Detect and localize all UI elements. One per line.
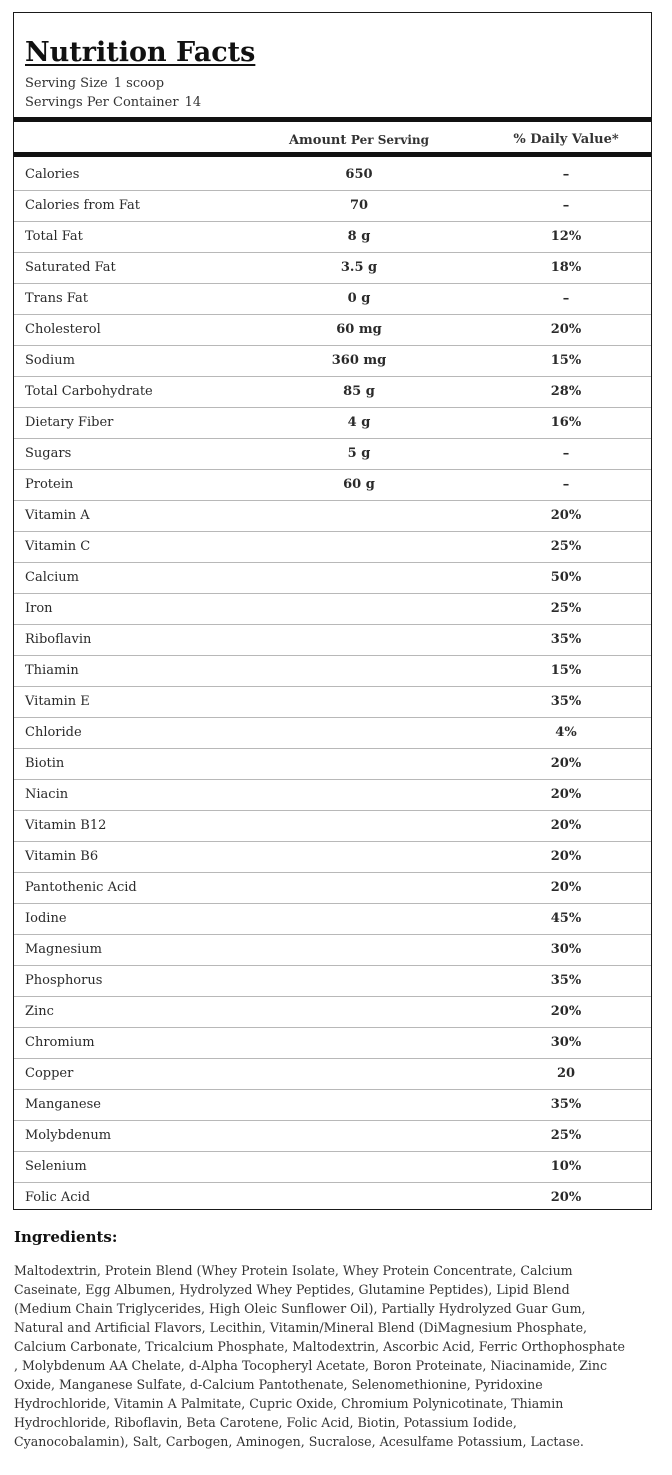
nutrient-daily-value: 35%	[550, 694, 582, 709]
nutrient-name: Dietary Fiber	[25, 415, 114, 430]
amount-per-serving-header	[259, 125, 459, 155]
nutrient-row	[14, 160, 651, 191]
nutrient-daily-value: 16%	[550, 415, 582, 430]
servings-per-container	[25, 95, 201, 110]
nutrient-row	[14, 470, 651, 501]
serving-size-value: 1 scoop	[113, 76, 165, 91]
nutrient-amount: 650	[345, 167, 373, 182]
nutrient-daily-value: 20%	[550, 756, 582, 771]
nutrient-daily-value: 25%	[550, 601, 582, 616]
nutrient-amount	[259, 842, 459, 872]
nutrient-daily-value: –	[562, 167, 570, 182]
nutrient-amount	[259, 1152, 459, 1182]
nutrient-amount	[259, 935, 459, 965]
nutrient-daily-value: 28%	[550, 384, 582, 399]
header-divider-bottom	[14, 152, 651, 157]
nutrient-row	[14, 1121, 651, 1152]
nutrient-row	[14, 1152, 651, 1183]
nutrient-daily-value: 30%	[550, 942, 582, 957]
nutrient-name: Selenium	[25, 1159, 87, 1174]
nutrient-row	[14, 842, 651, 873]
nutrient-name: Chloride	[25, 725, 82, 740]
servings-per-container-label: Servings Per Container	[25, 95, 179, 110]
nutrient-name: Vitamin C	[25, 539, 91, 554]
nutrient-daily-value: 20%	[550, 787, 582, 802]
nutrient-amount: 360 mg	[331, 353, 387, 368]
nutrient-name: Magnesium	[25, 942, 102, 957]
nutrient-daily-value: 20%	[550, 880, 582, 895]
ingredients-title: Ingredients:	[14, 1228, 118, 1246]
nutrient-name: Thiamin	[25, 663, 79, 678]
nutrient-name: Manganese	[25, 1097, 101, 1112]
nutrient-row	[14, 1183, 651, 1214]
nutrient-amount	[259, 780, 459, 810]
nutrient-name: Protein	[25, 477, 74, 492]
nutrient-daily-value: 30%	[550, 1035, 582, 1050]
nutrient-daily-value: 20	[556, 1066, 576, 1081]
nutrient-daily-value: –	[562, 291, 570, 306]
nutrient-daily-value: 15%	[550, 353, 582, 368]
nutrient-amount	[259, 1090, 459, 1120]
nutrient-name: Iodine	[25, 911, 67, 926]
nutrient-row	[14, 811, 651, 842]
nutrient-table	[14, 160, 651, 1214]
nutrient-row	[14, 904, 651, 935]
nutrient-amount: 8 g	[347, 229, 371, 244]
nutrient-daily-value: –	[562, 198, 570, 213]
nutrient-amount: 85 g	[343, 384, 375, 399]
nutrient-row	[14, 718, 651, 749]
daily-value-header: % Daily Value*	[513, 132, 619, 147]
nutrient-row	[14, 253, 651, 284]
nutrient-row	[14, 687, 651, 718]
nutrient-name: Molybdenum	[25, 1128, 112, 1143]
nutrient-daily-value: 20%	[550, 322, 582, 337]
nutrient-daily-value: 12%	[550, 229, 582, 244]
nutrient-name: Cholesterol	[25, 322, 101, 337]
nutrient-row	[14, 780, 651, 811]
nutrient-name: Niacin	[25, 787, 69, 802]
nutrient-name: Total Fat	[25, 229, 83, 244]
nutrient-row	[14, 346, 651, 377]
nutrient-row	[14, 222, 651, 253]
nutrient-name: Pantothenic Acid	[25, 880, 137, 895]
nutrient-daily-value: 20%	[550, 508, 582, 523]
nutrient-amount	[259, 1059, 459, 1089]
nutrient-name: Sugars	[25, 446, 72, 461]
nutrient-row	[14, 1090, 651, 1121]
nutrient-daily-value: 25%	[550, 539, 582, 554]
header-divider-top	[14, 117, 651, 122]
nutrient-row	[14, 501, 651, 532]
nutrient-amount: 4 g	[347, 415, 371, 430]
nutrient-amount	[259, 749, 459, 779]
nutrient-amount	[259, 718, 459, 748]
nutrient-amount	[259, 625, 459, 655]
nutrient-row	[14, 284, 651, 315]
nutrient-name: Sodium	[25, 353, 75, 368]
nutrient-amount: 3.5 g	[340, 260, 378, 275]
nutrient-daily-value: 35%	[550, 1097, 582, 1112]
nutrient-daily-value: 20%	[550, 818, 582, 833]
nutrient-amount	[259, 1121, 459, 1151]
nutrient-daily-value: 20%	[550, 1004, 582, 1019]
nutrient-amount	[259, 997, 459, 1027]
nutrient-daily-value: 25%	[550, 1128, 582, 1143]
nutrient-row	[14, 625, 651, 656]
nutrient-amount: 70	[349, 198, 369, 213]
nutrient-row	[14, 873, 651, 904]
nutrient-name: Trans Fat	[25, 291, 88, 306]
nutrient-name: Zinc	[25, 1004, 54, 1019]
servings-per-container-value: 14	[184, 95, 202, 110]
nutrient-daily-value: 15%	[550, 663, 582, 678]
nutrition-facts-label	[13, 12, 652, 1210]
nutrient-daily-value: 20%	[550, 1190, 582, 1205]
nutrient-name: Copper	[25, 1066, 74, 1081]
nutrient-name: Vitamin B6	[25, 849, 99, 864]
nutrient-row	[14, 532, 651, 563]
nutrient-name: Biotin	[25, 756, 65, 771]
nutrient-amount: 60 mg	[336, 322, 382, 337]
nutrient-daily-value: –	[562, 446, 570, 461]
nutrient-row	[14, 656, 651, 687]
nutrient-row	[14, 966, 651, 997]
label-title: Nutrition Facts	[25, 37, 256, 68]
serving-size-label: Serving Size	[25, 76, 108, 91]
nutrient-daily-value: 4%	[555, 725, 577, 740]
nutrient-name: Calories	[25, 167, 80, 182]
nutrient-row	[14, 749, 651, 780]
amount-header-word: Amount	[288, 133, 347, 148]
nutrient-amount	[259, 563, 459, 593]
nutrient-name: Iron	[25, 601, 53, 616]
nutrient-amount	[259, 501, 459, 531]
nutrient-daily-value: 18%	[550, 260, 582, 275]
nutrient-row	[14, 997, 651, 1028]
nutrient-daily-value: 10%	[550, 1159, 582, 1174]
nutrient-name: Calories from Fat	[25, 198, 140, 213]
ingredients-text: Maltodextrin, Protein Blend (Whey Protein Isolate, Whey Protein Concentrate, Calcium Caseinate, Egg Albumen, Hydrolyzed Whey Peptides, Glutamine Peptides), Lipid Blend (Medium Chain Triglycerides, High Oleic Sunflower Oil), Partially Hydrolyzed Guar Gum, Natural and Artificial Flavors, Lecithin, Vitamin/Mineral Blend (DiMagnesium Phosphate, Calcium Carbonate, Tricalcium Phosphate, Maltodextrin, Ascorbic Acid, Ferric Orthophosphate , Molybdenum AA Chelate, d-Alpha Tocopheryl Acetate, Boron Proteinate, Niacinamide, Zinc Oxide, Manganese Sulfate, d-Calcium Pantothenate, Selenomethionine, Pyridoxine Hydrochloride, Vitamin A Palmitate, Cupric Oxide, Chromium Polynicotinate, Thiamin Hydrochloride, Riboflavin, Beta Carotene, Folic Acid, Biotin, Potassium Iodide, Cyanocobalamin), Salt, Carbogen, Aminogen, Sucralose, Acesulfame Potassium, Lactase.	[14, 1263, 625, 1449]
nutrient-row	[14, 563, 651, 594]
nutrient-amount	[259, 594, 459, 624]
nutrient-row	[14, 191, 651, 222]
nutrient-row	[14, 377, 651, 408]
nutrient-row	[14, 1028, 651, 1059]
nutrient-name: Vitamin A	[25, 508, 90, 523]
nutrient-name: Calcium	[25, 570, 79, 585]
nutrient-amount	[259, 687, 459, 717]
nutrient-row	[14, 439, 651, 470]
nutrient-amount	[259, 811, 459, 841]
nutrient-name: Vitamin B12	[25, 818, 107, 833]
nutrient-daily-value: 20%	[550, 849, 582, 864]
nutrient-daily-value: 35%	[550, 973, 582, 988]
nutrient-name: Vitamin E	[25, 694, 90, 709]
nutrient-daily-value: 45%	[550, 911, 582, 926]
nutrient-name: Folic Acid	[25, 1190, 91, 1205]
nutrient-row	[14, 594, 651, 625]
nutrient-amount	[259, 532, 459, 562]
serving-size	[25, 76, 164, 91]
nutrient-daily-value: 50%	[550, 570, 582, 585]
nutrient-amount	[259, 1028, 459, 1058]
per-serving-header-word: Per Serving	[350, 133, 430, 147]
nutrient-amount	[259, 873, 459, 903]
nutrient-amount	[259, 1183, 459, 1213]
nutrient-amount: 5 g	[347, 446, 371, 461]
nutrient-row	[14, 315, 651, 346]
nutrient-name: Chromium	[25, 1035, 95, 1050]
nutrient-amount	[259, 966, 459, 996]
nutrient-row	[14, 1059, 651, 1090]
nutrient-daily-value: –	[562, 477, 570, 492]
nutrient-row	[14, 935, 651, 966]
nutrient-row	[14, 408, 651, 439]
nutrient-amount	[259, 656, 459, 686]
nutrient-name: Riboflavin	[25, 632, 92, 647]
nutrient-amount: 60 g	[343, 477, 375, 492]
nutrient-name: Phosphorus	[25, 973, 103, 988]
nutrient-amount: 0 g	[347, 291, 371, 306]
nutrient-name: Total Carbohydrate	[25, 384, 153, 399]
nutrient-name: Saturated Fat	[25, 260, 116, 275]
nutrient-amount	[259, 904, 459, 934]
nutrient-daily-value: 35%	[550, 632, 582, 647]
